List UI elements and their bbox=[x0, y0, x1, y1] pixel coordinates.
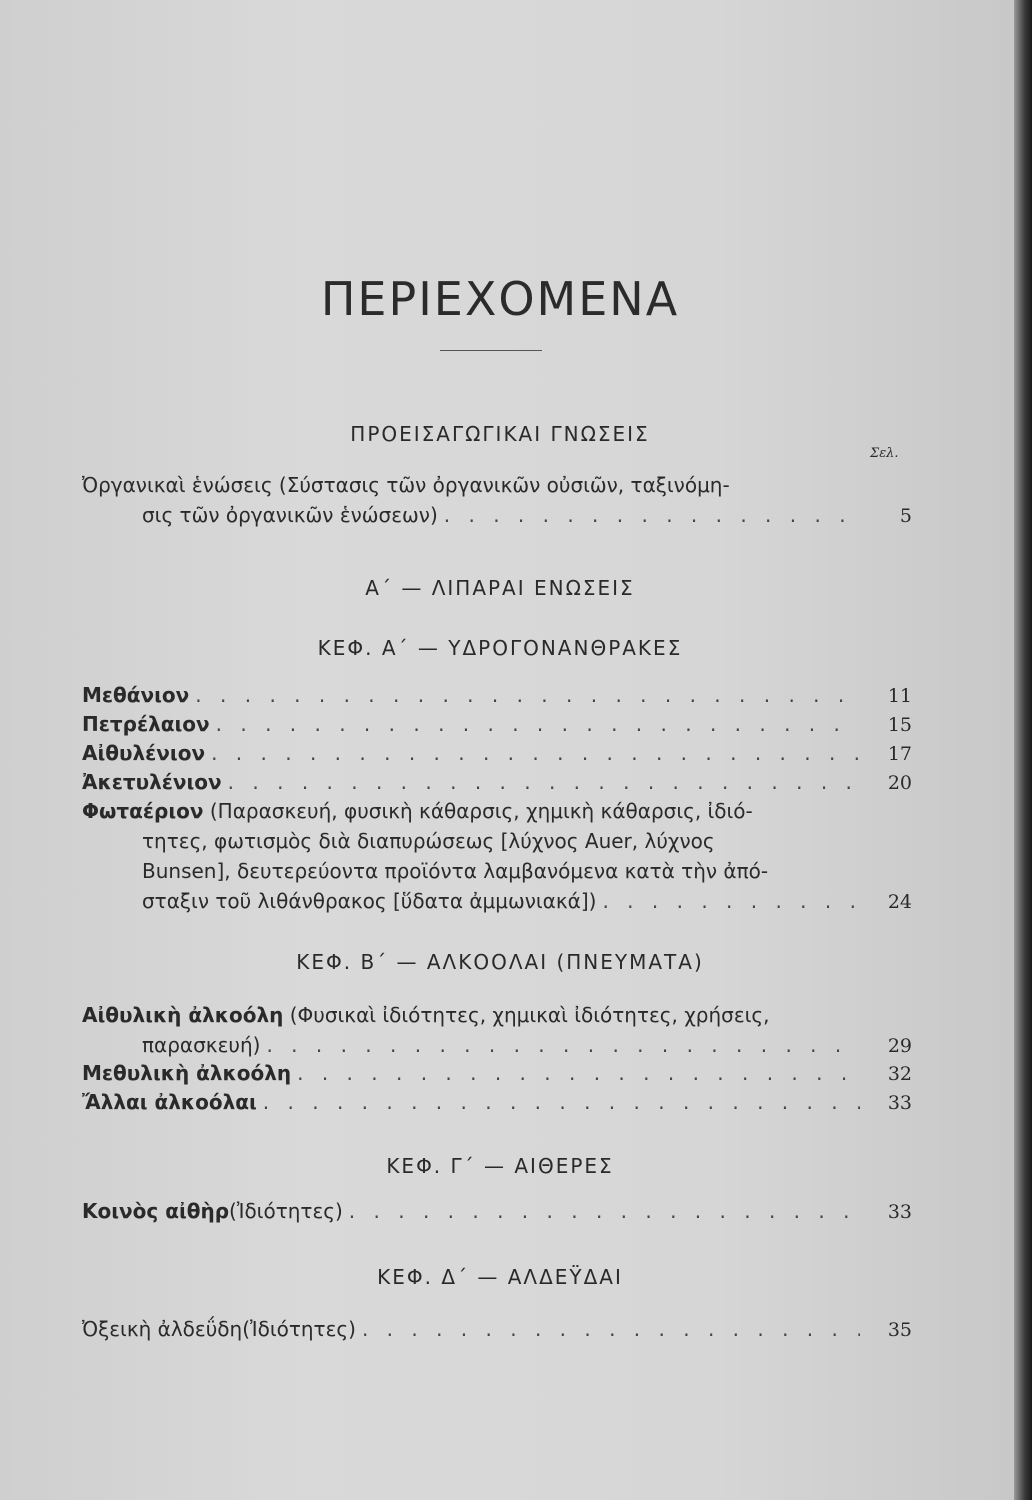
leader-dots bbox=[228, 767, 860, 797]
page-number: 11 bbox=[887, 685, 912, 707]
entry-text-line: Bunsen], δευτερεύοντα προϊόντα λαμβανόμενα κατὰ τὴν ἀπό- bbox=[142, 859, 769, 883]
entry-term: Αἰθυλένιον bbox=[82, 741, 206, 765]
entry-term: Πετρέλαιον bbox=[82, 712, 210, 736]
entry-description: (Ἰδιότητες) bbox=[242, 1317, 356, 1341]
entry-text-line: (Φυσικαὶ ἰδιότητες, χημικαὶ ἰδιότητες, χρήσεις, bbox=[283, 1003, 770, 1027]
chapter-heading-d: ΚΕΦ. Δ΄ — ΑΛΔΕΫΔΑΙ bbox=[377, 1265, 623, 1289]
chapter-heading-a: ΚΕΦ. Α΄ — ΥΔΡΟΓΟΝΑΝΘΡΑΚΕΣ bbox=[317, 636, 683, 660]
section-heading-part-a: Α΄ — ΛΙΠΑΡΑΙ ΕΝΩΣΕΙΣ bbox=[365, 576, 635, 600]
page-number: 24 bbox=[887, 891, 912, 913]
entry-term: Μεθυλικὴ ἀλκοόλη bbox=[82, 1061, 292, 1085]
entry-term: Φωταέριον bbox=[82, 799, 204, 823]
page-number: 35 bbox=[887, 1319, 912, 1341]
toc-entry-acetylene[interactable] bbox=[82, 767, 912, 797]
page-number: 33 bbox=[887, 1201, 912, 1223]
entry-text-line: παρασκευή) bbox=[142, 1033, 261, 1057]
leader-dots bbox=[602, 886, 860, 916]
page-number: 29 bbox=[887, 1035, 912, 1057]
toc-entry-acetaldehyde[interactable] bbox=[82, 1314, 912, 1344]
page-number: 20 bbox=[887, 772, 912, 794]
section-heading-intro: ΠΡΟΕΙΣΑΓΩΓΙΚΑΙ ΓΝΩΣΕΙΣ bbox=[350, 422, 650, 446]
toc-entry-ethylene[interactable] bbox=[82, 738, 912, 768]
page-number: 33 bbox=[887, 1092, 912, 1114]
toc-entry-methane[interactable] bbox=[82, 680, 912, 710]
toc-entry-methyl-alcohol[interactable] bbox=[82, 1058, 912, 1088]
page-title: ΠΕΡΙΕΧΟΜΕΝΑ bbox=[320, 272, 680, 326]
entry-text-line: Ὀργανικαὶ ἑνώσεις (Σύστασις τῶν ὀργανικῶν οὐσιῶν, ταξινόμη- bbox=[82, 473, 730, 497]
entry-term: Μεθάνιον bbox=[82, 683, 190, 707]
entry-term: Ἀκετυλένιον bbox=[82, 770, 222, 794]
toc-entry-petroleum[interactable] bbox=[82, 709, 912, 739]
entry-term: Αἰθυλικὴ ἀλκοόλη bbox=[82, 1003, 284, 1027]
leader-dots bbox=[195, 680, 860, 710]
entry-term: Κοινὸς αἰθὴρ bbox=[82, 1199, 230, 1223]
leader-dots bbox=[216, 709, 860, 739]
leader-dots bbox=[349, 1196, 860, 1226]
leader-dots bbox=[263, 1087, 860, 1117]
page-number: 17 bbox=[887, 743, 912, 765]
leader-dots bbox=[362, 1314, 860, 1344]
entry-term: Ὀξεικὴ ἀλδεΰδη bbox=[82, 1317, 243, 1341]
entry-text-line: σις τῶν ὀργανικῶν ἑνώσεων) bbox=[142, 503, 438, 527]
entry-description: (Ἰδιότητες) bbox=[229, 1199, 343, 1223]
page-number: 32 bbox=[887, 1063, 912, 1085]
page-number: 5 bbox=[899, 505, 912, 527]
entry-term: Ἄλλαι ἀλκοόλαι bbox=[82, 1090, 257, 1114]
toc-entry-ether[interactable] bbox=[82, 1196, 912, 1226]
entry-text-line: σταξιν τοῦ λιθάνθρακος [ὕδατα ἀμμωνιακά]) bbox=[142, 889, 597, 913]
page-edge-shadow bbox=[1014, 0, 1032, 1500]
leader-dots bbox=[444, 500, 860, 530]
page-number: 15 bbox=[887, 714, 912, 736]
title-rule bbox=[440, 350, 542, 351]
toc-entry-gas[interactable] bbox=[82, 796, 912, 916]
toc-entry-organic[interactable] bbox=[82, 470, 912, 530]
leader-dots bbox=[211, 738, 860, 768]
leader-dots bbox=[297, 1058, 860, 1088]
toc-entry-ethyl-alcohol[interactable] bbox=[82, 1000, 912, 1060]
leader-dots bbox=[266, 1030, 860, 1060]
page-column-label: Σελ. bbox=[870, 446, 899, 461]
entry-text-line: τητες, φωτισμὸς διὰ διαπυρώσεως [λύχνος Auer, λύχνος bbox=[142, 829, 715, 853]
chapter-heading-c: ΚΕΦ. Γ΄ — ΑΙΘΕΡΕΣ bbox=[386, 1154, 614, 1178]
toc-entry-other-alcohols[interactable] bbox=[82, 1087, 912, 1117]
chapter-heading-b: ΚΕΦ. Β΄ — ΑΛΚΟΟΛΑΙ (ΠΝΕΥΜΑΤΑ) bbox=[296, 950, 704, 974]
entry-text-line: (Παρασκευή, φυσικὴ κάθαρσις, χημικὴ κάθαρσις, ἰδιό- bbox=[203, 799, 753, 823]
